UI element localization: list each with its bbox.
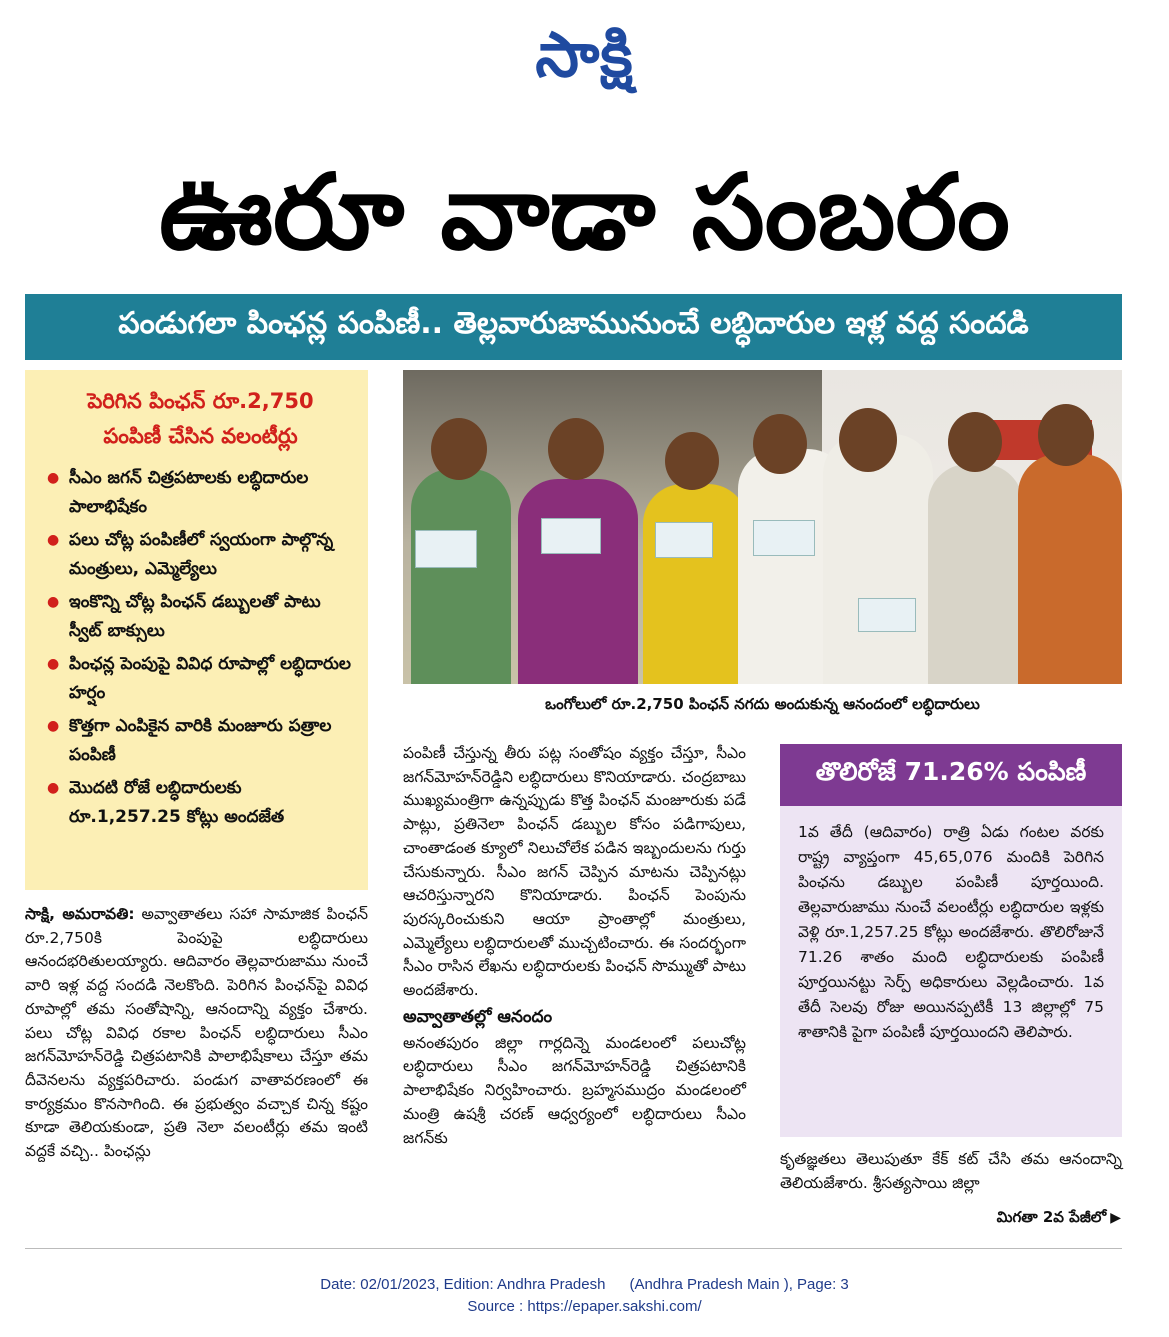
highlight-item: ● పలు చోట్ల పంపిణీలో స్వయంగా పాల్గొన్న మంత్రులు, ఎమ్మెల్యేలు bbox=[47, 526, 354, 584]
article-dateline: సాక్షి, అమరావతి: bbox=[25, 905, 135, 923]
highlight-item: ● ఇంకొన్ని చోట్ల పింఛన్ డబ్బులతో పాటు స్వీట్ బాక్సులు bbox=[47, 588, 354, 646]
footer-divider bbox=[25, 1248, 1122, 1249]
subheadline-text: పండుగలా పింఛన్ల పంపిణీ.. తెల్లవారుజామునుంచే లబ్ధిదారుల ఇళ్ల వద్ద సందడి bbox=[118, 306, 1029, 341]
highlight-item: ● సీఎం జగన్ చిత్రపటాలకు లబ్ధిదారుల పాలాభిషేకం bbox=[47, 464, 354, 522]
continued-on-page bbox=[997, 1208, 1121, 1230]
photo-pension-card bbox=[415, 530, 477, 568]
highlight-item: ● పింఛన్ల పెంపుపై వివిధ రూపాల్లో లబ్ధిదారుల హర్షం bbox=[47, 650, 354, 708]
footer-dateline bbox=[0, 1274, 1169, 1296]
article-subtitle: అవ్వాతాతల్లో ఆనందం bbox=[403, 1006, 553, 1027]
highlights-title bbox=[47, 384, 354, 454]
footer-date: Date: 02/01/2023, Edition: Andhra Pradesh bbox=[320, 1276, 606, 1293]
play-arrow-icon: ▶ bbox=[1110, 1210, 1121, 1226]
footer-edition-page: (Andhra Pradesh Main ), Page: 3 bbox=[629, 1276, 849, 1293]
article-text: కృతజ్ఞతలు తెలుపుతూ కేక్ కట్ చేసి తమ ఆనందాన్ని తెలియజేశారు. శ్రీసత్యసాయి జిల్లా bbox=[780, 1150, 1122, 1192]
photo-person-head bbox=[665, 432, 719, 490]
photo-pension-card bbox=[753, 520, 815, 556]
stats-box-title: తొలిరోజే 71.26% పంపిణీ bbox=[780, 744, 1122, 806]
article-text: పంపిణీ చేస్తున్న తీరు పట్ల సంతోషం వ్యక్తం చేస్తూ, సీఎం జగన్‌మోహన్‌రెడ్డిని లబ్ధిదారులు కొనియాడారు. చంద్రబాబు ముఖ్యమంత్రిగా ఉన్నప్పుడు కొత్త పింఛన్ మంజూరుకు పడే పాట్లు, ప్రతినెలా పింఛన్ డబ్బుల కోసం పడిగాపులు, చాంతాడంత క్యూలో నిలుచోలేక పడిన ఇబ్బందులను గుర్తు చేసుకున్నారు. సీఎం జగన్ చెప్పిన మాటను చెప్పినట్లు ఆచరిస్తున్నారని కొనియాడారు. పింఛన్ పెంపును పురస్కరించుకుని ఆయా ప్రాంతాల్లో మంత్రులు, ఎమ్మెల్యేలు లబ్ధిదారులతో ముచ్చటించారు. ఈ సందర్భంగా సీఎం రాసిన లేఖను లబ్ధిదారులకు పింఛన్ సొమ్ముతో పాటు అందజేశారు. bbox=[403, 744, 746, 1000]
article-column-2 bbox=[403, 742, 746, 1150]
news-photo bbox=[403, 370, 1122, 684]
subheadline-bar bbox=[25, 294, 1122, 360]
article-text: అవ్వాతాతలు సహా సామాజిక పింఛన్ రూ.2,750కి పెంపుపై లబ్ధిదారులు ఆనందభరితులయ్యారు. ఆదివారం తెల్లవారుజాము నుంచే వారి ఇళ్ల వద్ద సందడి నెలకొంది. పెరిగిన పింఛన్‌పై వివిధ రూపాల్లో తమ సంతోషాన్ని, ఆనందాన్ని వ్యక్తం చేశారు. పలు చోట్ల వివిధ రకాల పింఛన్ లబ్ధిదారులు సీఎం జగన్‌మోహన్‌రెడ్డి చిత్రపటానికి పాలాభిషేకాలు చేస్తూ తమ దీవెనలను వ్యక్తపరిచారు. పండుగ వాతావరణంలో ఈ కార్యక్రమం కొనసాగింది. ఈ ప్రభుత్వం వచ్చాక చిన్న కష్టం కూడా తెలియకుండా, ప్రతి నెలా వలంటీర్లు తమ ఇంటి వద్దకే వచ్చి.. పింఛన్లు bbox=[25, 905, 369, 1161]
photo-person-head bbox=[948, 412, 1002, 472]
highlights-title-line1: పెరిగిన పింఛన్ రూ.2,750 bbox=[87, 389, 314, 413]
photo-pension-card bbox=[655, 522, 713, 558]
page-headline: ఊరూ వాడా సంబరం bbox=[159, 150, 1010, 273]
photo-caption: ఒంగోలులో రూ.2,750 పింఛన్ నగదు అందుకున్న ఆనందంలో లబ్ధిదారులు bbox=[545, 695, 980, 713]
highlights-title-line2: పంపిణీ చేసిన వలంటీర్లు bbox=[103, 424, 298, 448]
photo-person bbox=[643, 484, 748, 684]
photo-person bbox=[928, 464, 1023, 684]
stats-box bbox=[780, 744, 1122, 1137]
highlights-box bbox=[25, 370, 368, 890]
photo-person-head bbox=[839, 408, 897, 472]
photo-person-head bbox=[1038, 404, 1094, 466]
highlight-item: ● కొత్తగా ఎంపికైన వారికి మంజూరు పత్రాల పంపిణీ bbox=[47, 712, 354, 770]
photo-person bbox=[1018, 454, 1122, 684]
photo-pension-card bbox=[858, 598, 916, 632]
article-text: అనంతపురం జిల్లా గార్లదిన్నె మండలంలో పలుచోట్ల లబ్ధిదారులు సీఎం జగన్‌మోహన్‌రెడ్డి చిత్రపటానికి పాలాభిషేకం నిర్వహించారు. బ్రహ్మసముద్రం మండలంలో మంత్రి ఉషశ్రీ చరణ్ ఆధ్వర్యంలో లబ్ధిదారులు సీఎం జగన్‌కు bbox=[403, 1033, 746, 1147]
photo-person bbox=[518, 479, 638, 684]
footer-source: Source : https://epaper.sakshi.com/ bbox=[467, 1298, 702, 1315]
stats-box-text: 1వ తేదీ (ఆదివారం) రాత్రి ఏడు గంటల వరకు రాష్ట్ర వ్యాప్తంగా 45,65,076 మందికి పెరిగిన పింఛను డబ్బుల పంపిణీ పూర్తయింది. తెల్లవారుజాము నుంచే వలంటీర్లు లబ్ధిదారుల ఇళ్లకు వెళ్లి రూ.1,257.25 కోట్లు అందజేశారు. తొలిరోజునే 71.26 శాతం మంది లబ్ధిదారులకు పంపిణీ పూర్తయినట్టు సెర్ప్ అధికారులు వెల్లడించారు. 1వ తేదీ సెలవు రోజు అయినప్పటికీ 13 జిల్లాల్లో 75 శాతానికి పైగా పంపిణీ పూర్తయిందని తెలిపారు. bbox=[798, 823, 1104, 1041]
photo-pension-card bbox=[541, 518, 601, 554]
masthead-logo: సాక్షి bbox=[535, 18, 634, 91]
photo-person-head bbox=[548, 418, 604, 480]
highlight-item: ● మొదటి రోజే లబ్ధిదారులకు రూ.1,257.25 కోట్లు అందజేత bbox=[47, 774, 354, 832]
photo-person-head bbox=[753, 414, 807, 474]
highlights-list bbox=[47, 464, 354, 832]
continued-label: మిగతా 2వ పేజీలో bbox=[996, 1208, 1107, 1226]
photo-person bbox=[411, 469, 511, 684]
page-footer bbox=[0, 1274, 1169, 1318]
photo-person bbox=[823, 434, 933, 684]
article-column-1 bbox=[25, 903, 368, 1164]
article-column-3 bbox=[780, 1148, 1122, 1195]
photo-person-head bbox=[431, 418, 487, 480]
